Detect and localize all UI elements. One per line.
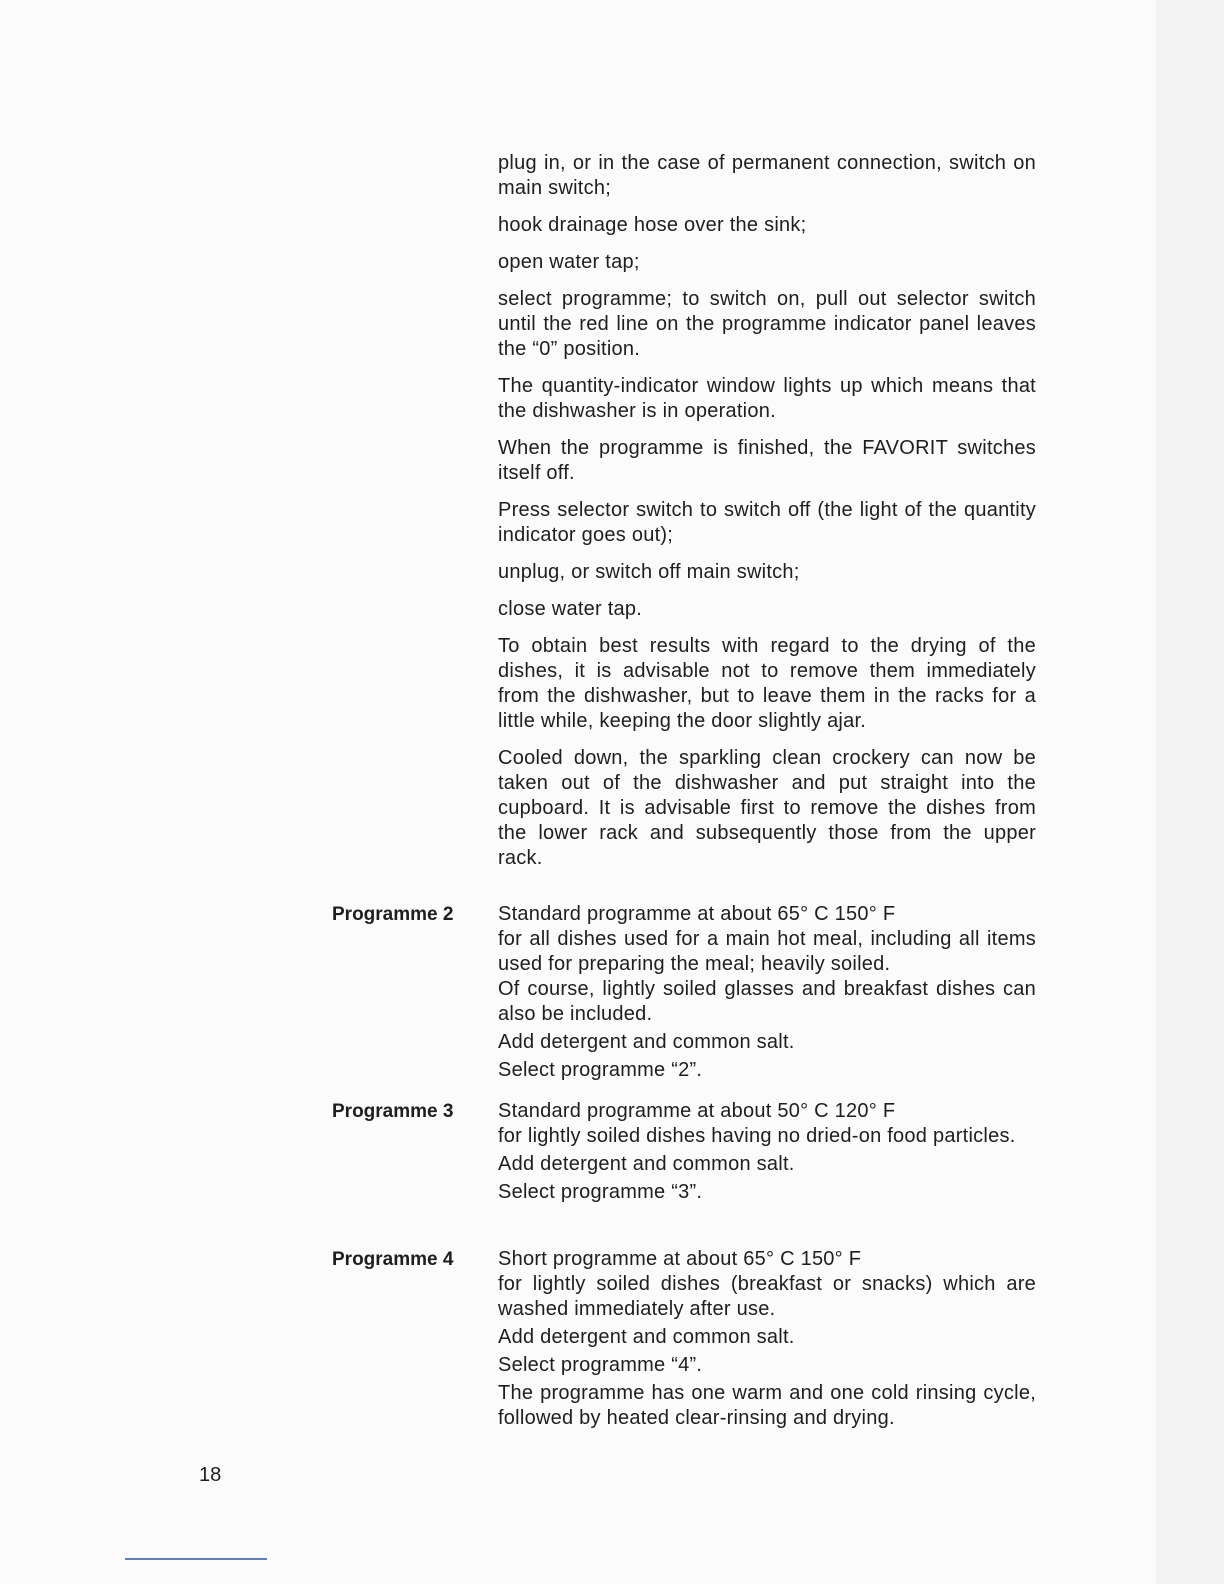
instruction-paragraph: plug in, or in the case of permanent connection, switch on main switch;: [498, 152, 1036, 199]
programme-description: [498, 1099, 1036, 1205]
programme-line: for lightly soiled dishes having no dried-on food particles.: [498, 1125, 1016, 1147]
instruction-paragraph: Cooled down, the sparkling clean crockery can now be taken out of the dishwasher and put straight into the cupboard. It is advisable first to remove the dishes from the lower rack and subsequently those from the upper rack.: [498, 747, 1036, 869]
scan-edge-shading: [1156, 0, 1224, 1584]
instruction-paragraph: To obtain best results with regard to the drying of the dishes, it is advisable not to remove them immediately from the dishwasher, but to leave them in the racks for a little while, keeping the door slightly ajar.: [498, 635, 1036, 732]
instruction-paragraph: hook drainage hose over the sink;: [498, 214, 807, 236]
programme-line: Select programme “4”.: [498, 1354, 703, 1376]
instruction-paragraph: open water tap;: [498, 251, 640, 273]
programme-description: [498, 1247, 1036, 1431]
programme-line: Add detergent and common salt.: [498, 1326, 795, 1348]
operating-instructions: [498, 151, 1036, 883]
footer-rule: [125, 1558, 267, 1560]
instruction-paragraph: select programme; to switch on, pull out selector switch until the red line on the programme indicator panel leaves the “0” position.: [498, 288, 1036, 360]
programme-line: Add detergent and common salt.: [498, 1031, 795, 1053]
programme-line: Select programme “3”.: [498, 1181, 703, 1203]
programme-description: [498, 902, 1036, 1083]
instruction-paragraph: Press selector switch to switch off (the light of the quantity indicator goes out);: [498, 499, 1036, 546]
programme-line: Standard programme at about 65° C 150° F: [498, 903, 896, 925]
programme-line: Select programme “2”.: [498, 1059, 703, 1081]
programme-label: Programme 3: [332, 1101, 454, 1122]
programme-line: Of course, lightly soiled glasses and breakfast dishes can also be included.: [498, 978, 1036, 1025]
programme-line: Add detergent and common salt.: [498, 1153, 795, 1175]
instruction-paragraph: The quantity-indicator window lights up which means that the dishwasher is in operation.: [498, 375, 1036, 422]
instruction-paragraph: close water tap.: [498, 598, 643, 620]
programme-label: Programme 4: [332, 1249, 454, 1270]
instruction-paragraph: When the programme is finished, the FAVORIT switches itself off.: [498, 437, 1036, 484]
programme-label: Programme 2: [332, 904, 454, 925]
programme-line: Short programme at about 65° C 150° F: [498, 1248, 862, 1270]
programme-line: The programme has one warm and one cold rinsing cycle, followed by heated clear-rinsing and drying.: [498, 1382, 1036, 1429]
programme-line: Standard programme at about 50° C 120° F: [498, 1100, 896, 1122]
page-number: 18: [199, 1464, 222, 1486]
instruction-paragraph: unplug, or switch off main switch;: [498, 561, 800, 583]
programme-line: for lightly soiled dishes (breakfast or snacks) which are washed immediately after use.: [498, 1273, 1036, 1320]
programme-line: for all dishes used for a main hot meal, including all items used for preparing the meal; heavily soiled.: [498, 928, 1036, 975]
